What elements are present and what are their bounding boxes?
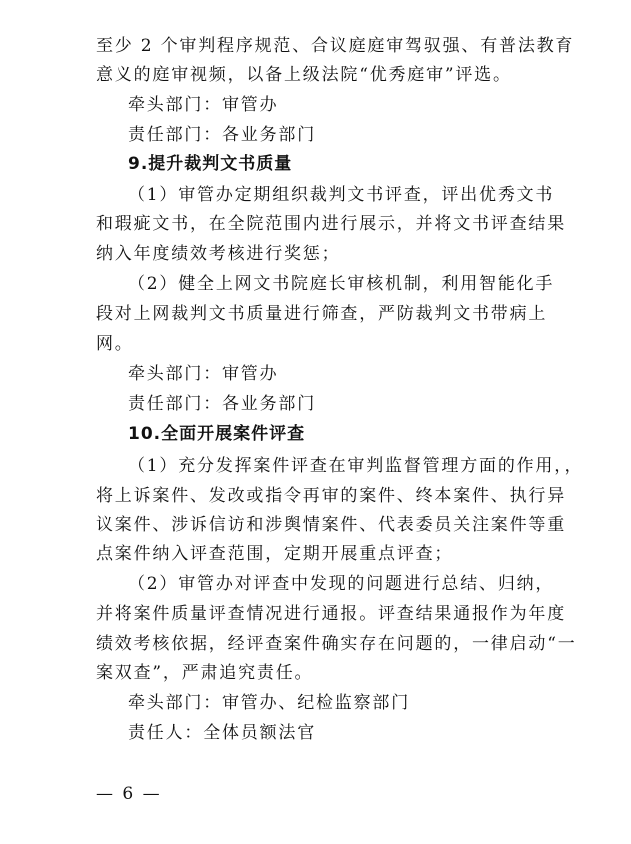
body-text-line: 和瑕疵文书，在全院范围内进行展示，并将文书评查结果 (96, 214, 566, 234)
body-text-line: 段对上网裁判文书质量进行筛查，严防裁判文书带病上 (96, 304, 548, 324)
body-text-line: （1）充分发挥案件评查在审判监督管理方面的作用，， (128, 456, 584, 476)
responsible-department-line: 责任部门：各业务部门 (128, 125, 316, 145)
lead-department-line: 牵头部门：审管办、纪检监察部门 (128, 693, 410, 713)
body-text-line: 案双查”，严肃追究责任。 (96, 663, 314, 683)
section-heading-9: 9.提升裁判文书质量 (128, 154, 293, 174)
lead-department-line: 牵头部门：审管办 (128, 95, 279, 115)
body-text-line: （1）审管办定期组织裁判文书评查，评出优秀文书 (128, 185, 555, 205)
responsible-department-line: 责任部门：各业务部门 (128, 394, 316, 414)
lead-department-line: 牵头部门：审管办 (128, 364, 279, 384)
body-text-line: 至少 2 个审判程序规范、合议庭庭审驾驭强、有普法教育 (96, 36, 575, 56)
body-text-line: 绩效考核依据，经评查案件确实存在问题的，一律启动“一 (96, 634, 577, 654)
body-text-line: （2）审管办对评查中发现的问题进行总结、归纳， (128, 574, 555, 594)
body-text-line: 纳入年度绩效考核进行奖惩； (96, 244, 341, 264)
body-text-line: 点案件纳入评查范围，定期开展重点评查； (96, 544, 454, 564)
page-number: — 6 — (96, 784, 162, 804)
body-text-line: 将上诉案件、发改或指令再审的案件、终本案件、执行异 (96, 486, 566, 506)
body-text-line: 网。 (96, 334, 134, 354)
body-text-line: （2）健全上网文书院庭长审核机制，利用智能化手 (128, 274, 555, 294)
body-text-line: 并将案件质量评查情况进行通报。评查结果通报作为年度 (96, 604, 566, 624)
responsible-person-line: 责任人：全体员额法官 (128, 723, 316, 743)
body-text-line: 意义的庭审视频，以备上级法院“优秀庭审”评选。 (96, 65, 512, 85)
section-heading-10: 10.全面开展案件评查 (128, 424, 306, 444)
body-text-line: 议案件、涉诉信访和涉舆情案件、代表委员关注案件等重 (96, 515, 566, 535)
